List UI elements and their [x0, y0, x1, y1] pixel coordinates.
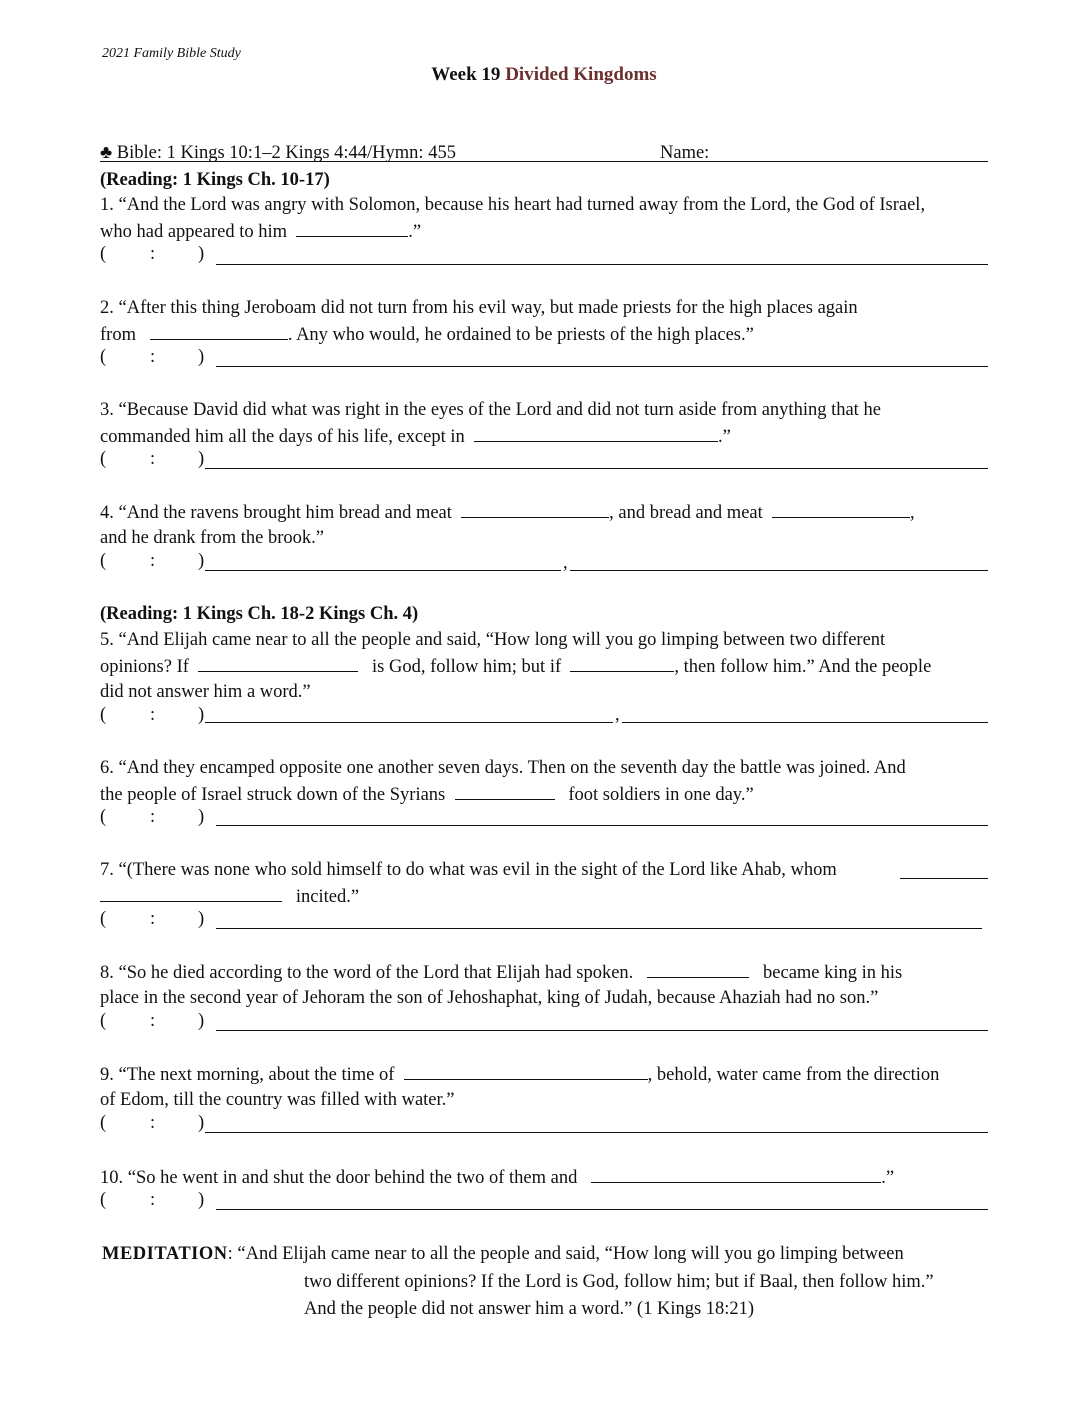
study-series-label: 2021 Family Bible Study [102, 46, 241, 61]
question-3-text: commanded him all the days of his life, except in [100, 427, 465, 447]
question-5-blank-1[interactable] [198, 653, 358, 672]
question-10-blank[interactable] [591, 1164, 881, 1183]
reference-3-open: ( [100, 449, 107, 469]
question-9-end: , behold, water came from the direction [647, 1065, 940, 1085]
question-1-end: .” [408, 222, 422, 242]
reference-8-close: ) [198, 1011, 205, 1031]
question-8-blank[interactable] [647, 959, 749, 978]
question-5-line-3: did not answer him a word.” [100, 682, 311, 702]
question-2-text: from [100, 325, 136, 345]
reference-10-close: ) [198, 1190, 205, 1210]
answer-7-line[interactable] [216, 928, 982, 929]
reading-section-1: (Reading: 1 Kings Ch. 10-17) [100, 170, 330, 190]
question-1-blank[interactable] [296, 218, 408, 237]
question-10-text: 10. “So he went in and shut the door behind the two of them and [100, 1168, 578, 1188]
question-5-blank-2[interactable] [570, 653, 674, 672]
reference-10-colon: : [150, 1190, 156, 1210]
question-2-blank[interactable] [150, 321, 288, 340]
answer-1-line[interactable] [216, 264, 988, 265]
reference-9-close: ) [198, 1113, 205, 1133]
reference-4-close: ) [198, 551, 205, 571]
reference-5-comma: , [615, 705, 620, 725]
question-9-line-2: of Edom, till the country was filled with water.” [100, 1090, 455, 1110]
reference-7-open: ( [100, 909, 107, 929]
question-2-end: . Any who would, he ordained to be priests of the high places.” [287, 325, 754, 345]
question-4-line-1 [100, 499, 915, 526]
question-7-line-2 [100, 883, 359, 910]
answer-5a-line[interactable] [205, 722, 613, 723]
question-5-middle: is God, follow him; but if [372, 657, 562, 677]
question-4-line-2: and he drank from the brook.” [100, 528, 324, 548]
question-6-end: foot soldiers in one day.” [568, 785, 754, 805]
question-3-blank[interactable] [474, 423, 718, 442]
week-number: Week 19 [431, 64, 501, 85]
answer-4a-line[interactable] [205, 570, 561, 571]
meditation-line-1 [102, 1241, 904, 1267]
answer-3-line[interactable] [205, 468, 988, 469]
question-1-line-2 [100, 218, 421, 245]
question-4-text: 4. “And the ravens brought him bread and meat [100, 503, 452, 523]
meditation-line-3: And the people did not answer him a word.” (1 Kings 18:21) [304, 1299, 755, 1319]
answer-8-line[interactable] [216, 1030, 988, 1031]
reference-2-open: ( [100, 347, 107, 367]
question-8-line-1 [100, 959, 902, 986]
reference-1-close: ) [198, 244, 205, 264]
reading-section-2: (Reading: 1 Kings Ch. 18-2 Kings Ch. 4) [100, 604, 419, 624]
answer-4b-line[interactable] [570, 570, 988, 571]
question-10-end: .” [881, 1168, 895, 1188]
question-7-blank-b[interactable] [100, 883, 282, 902]
question-8-line-2: place in the second year of Jehoram the son of Jehoshaphat, king of Judah, because Ahaziah had no son.” [100, 988, 879, 1008]
question-6-line-1: 6. “And they encamped opposite one another seven days. Then on the seventh day the battle was joined. And [100, 758, 906, 778]
question-9-text: 9. “The next morning, about the time of [100, 1065, 395, 1085]
reference-8-colon: : [150, 1011, 156, 1031]
reference-9-colon: : [150, 1113, 156, 1133]
question-2-line-2 [100, 321, 754, 348]
name-label: Name: [660, 143, 710, 163]
question-8-middle: became king in his [763, 963, 903, 983]
answer-2-line[interactable] [216, 366, 988, 367]
question-4-middle: , and bread and meat [609, 503, 763, 523]
reference-4-open: ( [100, 551, 107, 571]
meditation-text-1: “And Elijah came near to all the people and said, “How long will you go limping between [237, 1244, 904, 1264]
question-8-text: 8. “So he died according to the word of the Lord that Elijah had spoken. [100, 963, 634, 983]
reference-8-open: ( [100, 1011, 107, 1031]
question-9-line-1 [100, 1061, 939, 1088]
reference-3-colon: : [150, 449, 156, 469]
question-10-line-1 [100, 1164, 894, 1191]
question-4-blank-1[interactable] [461, 499, 609, 518]
reference-4-colon: : [150, 551, 156, 571]
question-5-text: opinions? If [100, 657, 189, 677]
question-4-blank-2[interactable] [772, 499, 910, 518]
meditation-label: MEDITATION [102, 1244, 228, 1264]
meditation-line-2: two different opinions? If the Lord is God, follow him; but if Baal, then follow him.” [304, 1272, 934, 1292]
answer-10-line[interactable] [216, 1209, 988, 1210]
answer-9-line[interactable] [205, 1132, 988, 1133]
reference-5-open: ( [100, 705, 107, 725]
question-5-line-2 [100, 653, 931, 680]
reference-5-close: ) [198, 705, 205, 725]
reference-1-open: ( [100, 244, 107, 264]
question-5-end: , then follow him.” And the people [674, 657, 932, 677]
question-2-line-1: 2. “After this thing Jeroboam did not turn from his evil way, but made priests for the high places again [100, 298, 858, 318]
question-3-line-2 [100, 423, 731, 450]
reference-9-open: ( [100, 1113, 107, 1133]
question-9-blank[interactable] [404, 1061, 648, 1080]
question-4-comma: , [910, 503, 915, 523]
question-3-line-1: 3. “Because David did what was right in the eyes of the Lord and did not turn aside from anything that he [100, 400, 881, 420]
bible-reference-line: ♣ Bible: 1 Kings 10:1–2 Kings 4:44/Hymn: 455 [100, 143, 456, 163]
answer-6-line[interactable] [216, 825, 988, 826]
question-5-line-1: 5. “And Elijah came near to all the people and said, “How long will you go limping between two different [100, 630, 886, 650]
reference-5-colon: : [150, 705, 156, 725]
question-1-line-1: 1. “And the Lord was angry with Solomon, because his heart had turned away from the Lord, the God of Israel, [100, 195, 926, 215]
name-field-rule[interactable] [100, 161, 988, 162]
question-6-line-2 [100, 781, 754, 808]
reference-2-colon: : [150, 347, 156, 367]
answer-5b-line[interactable] [622, 722, 988, 723]
reference-10-open: ( [100, 1190, 107, 1210]
reference-1-colon: : [150, 244, 156, 264]
reference-6-close: ) [198, 807, 205, 827]
meditation-colon: : [227, 1244, 233, 1264]
reference-7-colon: : [150, 909, 156, 929]
reference-4-comma: , [563, 553, 568, 573]
question-3-end: .” [718, 427, 731, 447]
question-7-line-1: 7. “(There was none who sold himself to do what was evil in the sight of the Lord like Ahab, whom [100, 860, 837, 880]
reference-2-close: ) [198, 347, 205, 367]
question-7-end: incited.” [295, 887, 360, 907]
question-1-text: who had appeared to him [100, 222, 287, 242]
week-subtitle: Divided Kingdoms [505, 64, 657, 85]
question-7-blank-a[interactable] [900, 860, 988, 879]
reference-3-close: ) [198, 449, 205, 469]
reference-6-colon: : [150, 807, 156, 827]
question-6-text: the people of Israel struck down of the Syrians [100, 785, 446, 805]
question-6-blank[interactable] [455, 781, 555, 800]
reference-6-open: ( [100, 807, 107, 827]
page-title [0, 64, 1088, 86]
reference-7-close: ) [198, 909, 205, 929]
